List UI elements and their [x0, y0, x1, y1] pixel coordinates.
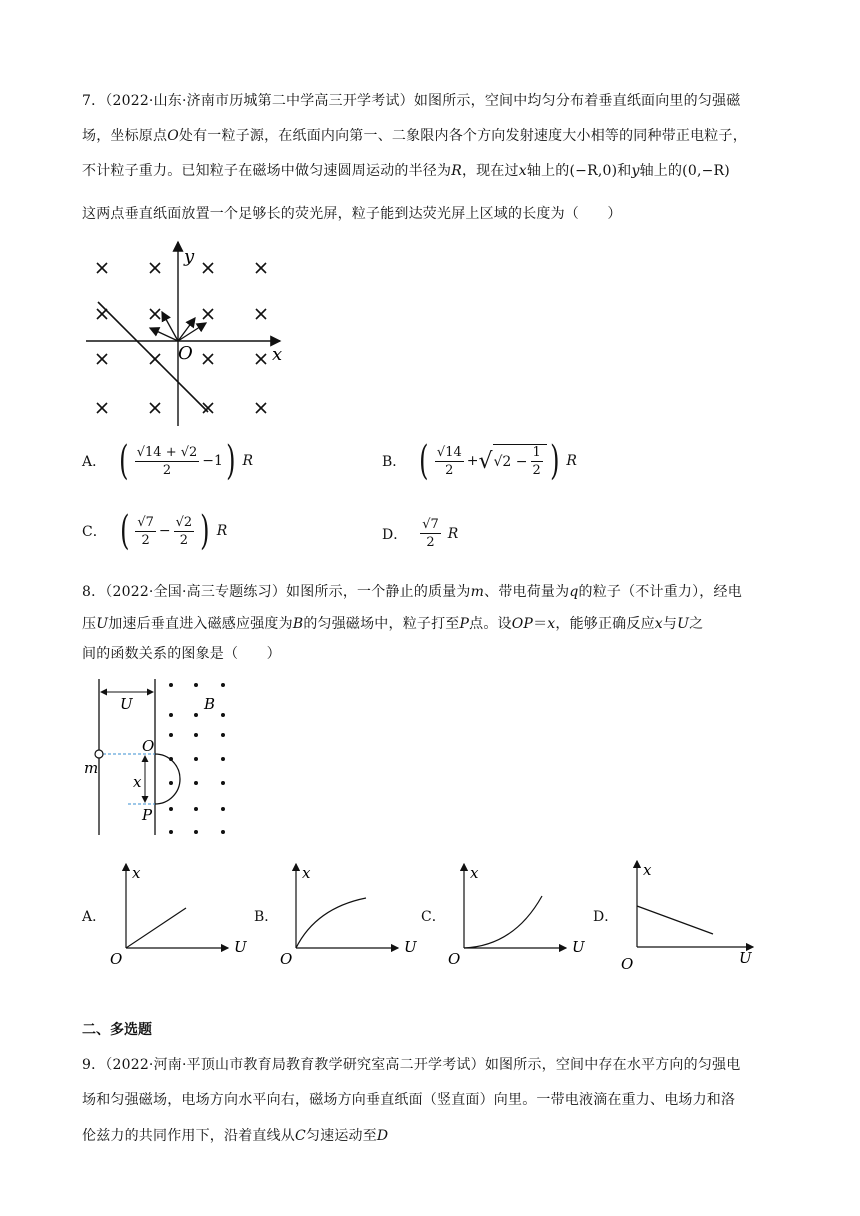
- q8-option-b[interactable]: B．: [254, 909, 279, 925]
- graph-c: [444, 858, 594, 970]
- axis-x-label: x: [470, 864, 479, 882]
- y-axis-label: y: [184, 246, 195, 267]
- q8-option-c[interactable]: C．: [421, 909, 446, 925]
- q7-option-a[interactable]: A． ( $\frac{√14 + √2}{2}$ −1 ) R: [82, 438, 254, 484]
- q7-magnetic-field-figure: [84, 238, 294, 430]
- particle: [95, 750, 103, 758]
- q7-line-1: 7．（2022·山东·济南市历城第二中学高三开学考试）如图所示，空间中均匀分布着垂直纸面向里的匀强磁: [82, 93, 741, 109]
- origin-label: O: [110, 950, 123, 968]
- q7-option-d[interactable]: D． $\frac{√7}{2}$ R: [382, 517, 459, 550]
- origin-label: O: [448, 950, 461, 968]
- q8-line-3: 间的函数关系的图象是（ ）: [82, 646, 281, 662]
- q9-line-2: 场和匀强磁场，电场方向水平向右，磁场方向垂直纸面（竖直面）向里。一带电液滴在重力、电场力和洛: [82, 1092, 736, 1108]
- axis-x-label: x: [132, 864, 141, 882]
- point-p-label: P: [142, 806, 153, 824]
- q8-option-d[interactable]: D．: [593, 909, 619, 925]
- point-o-label: O: [142, 737, 155, 755]
- q7-option-b[interactable]: B． ( $\frac{√14}{2}$ + √ √2 − $\frac{1}{2}$ ) R: [382, 438, 577, 484]
- origin-label: O: [178, 343, 193, 364]
- q9-line-1: 9．（2022·河南·平顶山市教育局教育教学研究室高二开学考试）如图所示，空间中存在水平方向的匀强电: [82, 1057, 741, 1073]
- field-dots: [169, 683, 225, 834]
- field-label: B: [204, 695, 216, 713]
- curve: [637, 906, 713, 934]
- x-axis-label: x: [272, 344, 283, 365]
- curve: [464, 896, 542, 948]
- q9-line-3: 伦兹力的共同作用下，沿着直线从C匀速运动至D: [82, 1128, 389, 1144]
- q8-line-1: 8．（2022·全国·高三专题练习）如图所示，一个静止的质量为m、带电荷量为q的粒子（不计重力），经电: [82, 584, 742, 600]
- graph-a: [106, 858, 256, 970]
- axis-x-label: x: [643, 861, 652, 879]
- mass-label: m: [84, 759, 99, 777]
- q7-line-4: 这两点垂直纸面放置一个足够长的荧光屏，粒子能到达荧光屏上区域的长度为（ ）: [82, 206, 622, 222]
- axis-u-label: U: [739, 949, 752, 967]
- origin-label: O: [621, 955, 634, 973]
- q8-option-a[interactable]: A．: [82, 909, 107, 925]
- particle-trajectory: [155, 754, 180, 804]
- origin-label: O: [280, 950, 293, 968]
- axis-x-label: x: [302, 864, 311, 882]
- curve: [296, 898, 366, 948]
- section-title: 二、多选题: [82, 1022, 152, 1038]
- axis-u-label: U: [404, 938, 417, 956]
- curve: [126, 908, 186, 948]
- q8-line-2: 压U加速后垂直进入磁感应强度为B的匀强磁场中，粒子打至P点。设OP＝x，能够正确反应x与U之: [82, 616, 704, 632]
- q7-line-3: 不计粒子重力。已知粒子在磁场中做匀速圆周运动的半径为R，现在过x轴上的(−R,0)和y轴上的(0,−R): [82, 163, 730, 179]
- graph-b: [276, 858, 426, 970]
- axis-u-label: U: [572, 938, 585, 956]
- axis-u-label: U: [234, 938, 247, 956]
- graph-d: [617, 855, 767, 973]
- q7-option-c[interactable]: C． ( $\frac{√7}{2}$ − $\frac{√2}{2}$ ) R: [82, 508, 228, 554]
- voltage-label: U: [120, 695, 133, 713]
- distance-label: x: [133, 773, 142, 791]
- q7-line-2: 场，坐标原点O处有一粒子源，在纸面内向第一、二象限内各个方向发射速度大小相等的同种带正电粒子，: [82, 128, 747, 144]
- q8-accelerator-figure: [84, 675, 244, 840]
